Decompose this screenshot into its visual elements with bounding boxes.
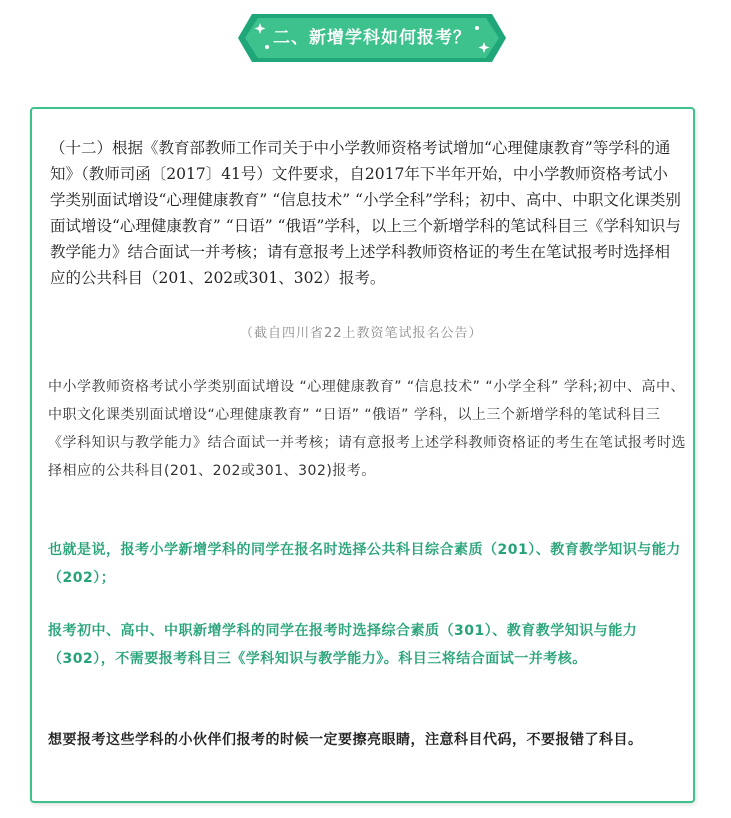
notice-source: （截自四川省22上教资笔试报名公告）: [240, 326, 483, 341]
closing-reminder: 想要报考这些学科的小伙伴们报考的时候一定要擦亮眼睛，注意科目代码，不要报错了科目。: [48, 732, 643, 748]
highlight-primary: 也就是说，报考小学新增学科的同学在报名时选择公共科目综合素质（201）、教育教学知识与能力（202）；: [48, 542, 681, 586]
highlight-secondary: 报考初中、高中、中职新增学科的同学在报考时选择综合素质（301）、教育教学知识与能力（302），不需要报考科目三《学科知识与教学能力》。科目三将结合面试一并考核。: [48, 623, 638, 667]
section-title: 二、新增学科如何报考？: [273, 28, 471, 48]
explanation-paragraph: 中小学教师资格考试小学类别面试增设 “心理健康教育” “信息技术” “小学全科” 学科;初中、高中、中职文化课类别面试增设“心理健康教育” “日语” “俄语” 学科，以上三个新增学科的笔试科目三《学科知识与教学能力》结合面试一并考核；请有意报考上述学科教师资格证的考生在笔试报考时选择相应的公共科目(201、202或301、302)报考。: [48, 379, 686, 479]
notice-excerpt: （十二）根据《教育部教师工作司关于中小学教师资格考试增加“心理健康教育”等学科的通知》（教师司函〔2017〕41号）文件要求，自2017年下半年开始，中小学教师资格考试小学类别面试增设“心理健康教育” “信息技术” “小学全科”学科；初中、高中、中职文化课类别面试增设“心理健康教育” “日语” “俄语”学科，以上三个新增学科的笔试科目三《学科知识与教学能力》结合面试一并考核；请有意报考上述学科教师资格证的考生在笔试报考时选择相应的公共科目（201、202或301、302）报考。: [50, 139, 681, 287]
section-banner: [238, 14, 506, 62]
